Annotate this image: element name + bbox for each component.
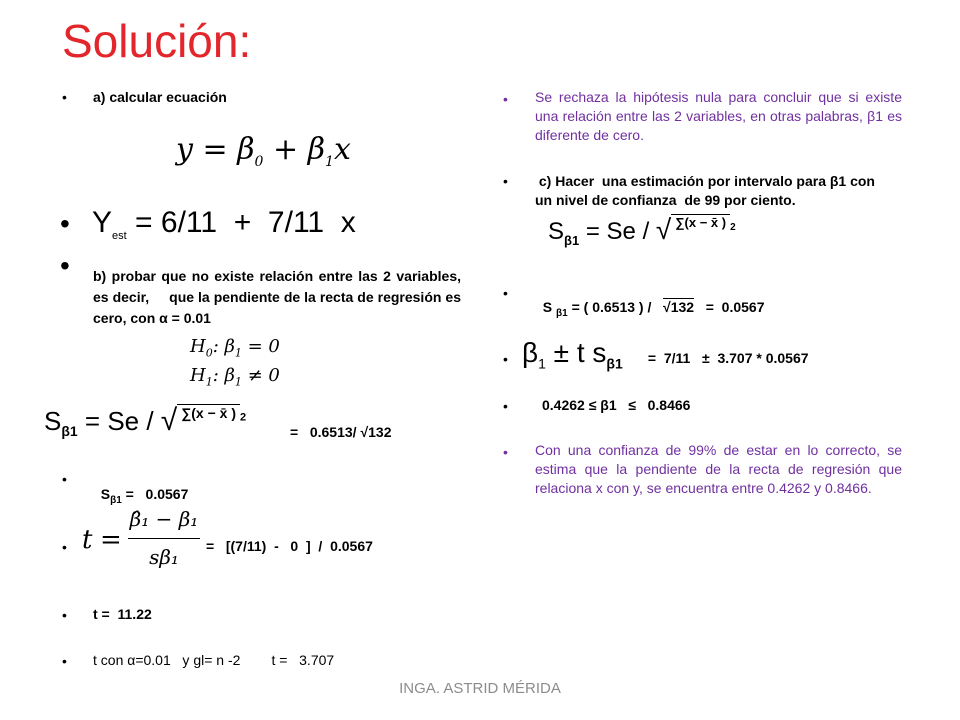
- bullet-marker: •: [60, 250, 70, 281]
- null-hypothesis: $H_0$: $\beta_1 = 0$: [190, 336, 280, 360]
- bullet-marker: •: [62, 539, 67, 555]
- hypotheses: [190, 336, 280, 393]
- alternative-hypothesis: $H_1$: $\beta_1 \ne 0$: [190, 364, 280, 389]
- bullet-marker: •: [62, 607, 67, 623]
- regression-model-equation: $y = \beta_0 + \beta_1x$: [176, 132, 351, 170]
- bullet-marker: •: [62, 471, 67, 487]
- fraction-bar: [128, 538, 200, 539]
- bullet-marker: •: [503, 398, 508, 414]
- estimated-equation: $Y_{est} = 6/11 + 7/11$ x: [92, 206, 356, 242]
- part-c-text: c) Hacer una estimación por intervalo para β1 con un nivel de confianza de 99 por ciento.: [535, 173, 879, 208]
- standard-error-calculation: S $_{\beta 1}$ = ( 0.6513 ) / √132 = 0.0567: [542, 299, 765, 319]
- confidence-interval-value: = 7/11 ± 3.707 * 0.0567: [644, 350, 809, 366]
- standard-error-formula: $S_{\beta 1} = Se$ / √ ∑(x − x̄ ) $^2$: [44, 404, 247, 440]
- bullet-marker: •: [503, 285, 508, 301]
- bullet-marker: •: [60, 208, 70, 239]
- confidence-interval-result: 0.4262 ≤ β1 ≤ 0.8466: [542, 397, 691, 413]
- slide-title: Solución:: [62, 15, 252, 67]
- bullet-marker: •: [503, 173, 508, 189]
- standard-error-formula: $S_{\beta 1} = Se$ / √ ∑(x − x̄ ) $^2$: [548, 214, 736, 248]
- bullet-marker: •: [503, 351, 508, 367]
- reject-null-text: Se rechaza la hipótesis nula para concluir que si existe una relación entre las 2 variables, en otras palabras, β1 es diferente de cero.: [535, 89, 902, 143]
- t-statistic-value: = [(7/11) - 0 ] / 0.0567: [206, 538, 373, 554]
- footer-author: INGA. ASTRID MÉRIDA: [399, 680, 561, 697]
- part-a-label: a) calcular ecuación: [93, 89, 227, 105]
- conclusion-text: Con una confianza de 99% de estar en lo correcto, se estima que la pendiente de la recta de regresión que relaciona x con y, se encuentra entre 0.4262 y 0.8466.: [535, 442, 902, 496]
- t-statistic-formula: t = β̂₁ − β₁ sβ₁: [82, 507, 199, 569]
- bullet-marker: •: [62, 653, 67, 669]
- bullet-marker: •: [503, 91, 508, 107]
- part-b-text: b) probar que no existe relación entre las 2 variables, es decir, que la pendiente de la recta de regresión es cero, con α = 0.01: [93, 268, 465, 326]
- t-statistic-result: t = 11.22: [93, 606, 152, 622]
- bullet-marker: •: [503, 444, 508, 460]
- standard-error-value: = 0.6513/ √132: [290, 424, 392, 440]
- standard-error-result: $S_{\beta 1} = 0.0567$: [100, 486, 189, 506]
- t-critical-value: t con α=0.01 y gl= n -2 t = 3.707: [93, 652, 335, 668]
- confidence-interval-formula: $\beta_1 \pm t$ $s_{\beta 1}$: [522, 337, 623, 372]
- bullet-marker: •: [62, 89, 67, 105]
